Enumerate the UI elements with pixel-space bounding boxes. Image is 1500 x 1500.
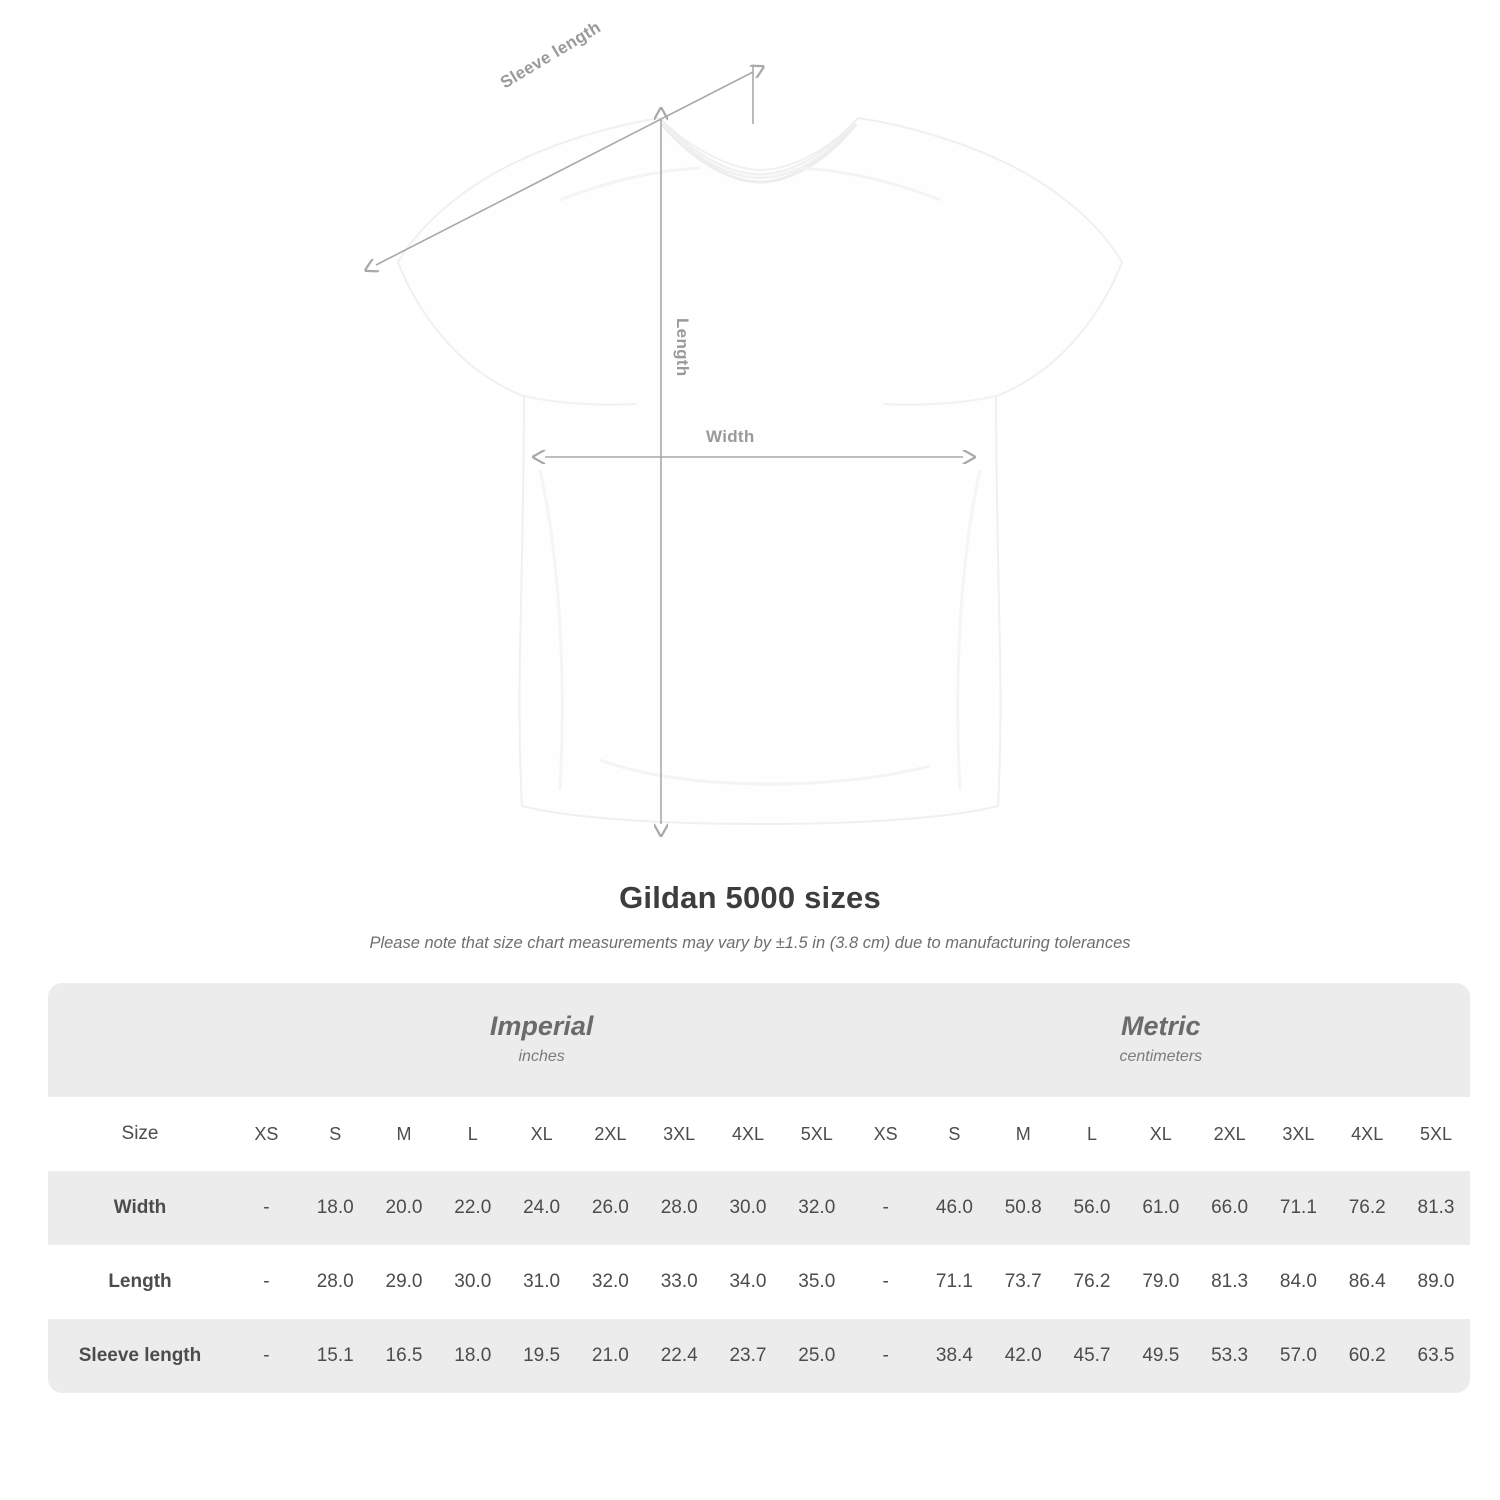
- sleeve-imperial-m: 16.5: [370, 1319, 439, 1393]
- sleeve-imperial-xl: 19.5: [507, 1319, 576, 1393]
- unit-header-metric: [851, 983, 1470, 1097]
- length-imperial-2xl: 32.0: [576, 1245, 645, 1319]
- table-row-sleeve-length: [48, 1319, 1470, 1393]
- length-imperial-m: 29.0: [370, 1245, 439, 1319]
- size-header-metric-3xl: 3XL: [1264, 1097, 1333, 1171]
- unit-header-imperial: [232, 983, 851, 1097]
- sleeve-imperial-5xl: 25.0: [782, 1319, 851, 1393]
- length-imperial-xl: 31.0: [507, 1245, 576, 1319]
- unit-imperial-name: Imperial: [489, 1011, 594, 1042]
- width-metric-3xl: 71.1: [1264, 1171, 1333, 1245]
- size-header-imperial-2xl: 2XL: [576, 1097, 645, 1171]
- size-chart-table: [48, 983, 1470, 1393]
- sleeve-metric-m: 42.0: [989, 1319, 1058, 1393]
- size-header-metric-xl: XL: [1126, 1097, 1195, 1171]
- width-metric-2xl: 66.0: [1195, 1171, 1264, 1245]
- width-metric-l: 56.0: [1058, 1171, 1127, 1245]
- width-imperial-m: 20.0: [370, 1171, 439, 1245]
- length-imperial-3xl: 33.0: [645, 1245, 714, 1319]
- sleeve-imperial-3xl: 22.4: [645, 1319, 714, 1393]
- sleeve-imperial-l: 18.0: [438, 1319, 507, 1393]
- size-header-metric-l: L: [1058, 1097, 1127, 1171]
- sleeve-metric-4xl: 60.2: [1333, 1319, 1402, 1393]
- sleeve-metric-xs: -: [851, 1319, 920, 1393]
- sleeve-metric-xl: 49.5: [1126, 1319, 1195, 1393]
- width-imperial-s: 18.0: [301, 1171, 370, 1245]
- sleeve-imperial-2xl: 21.0: [576, 1319, 645, 1393]
- length-metric-m: 73.7: [989, 1245, 1058, 1319]
- sleeve-metric-l: 45.7: [1058, 1319, 1127, 1393]
- size-column-label: Size: [48, 1097, 232, 1171]
- length-imperial-xs: -: [232, 1245, 301, 1319]
- unit-header-spacer: [48, 983, 232, 1097]
- width-label: Width: [706, 427, 755, 446]
- size-header-metric-5xl: 5XL: [1402, 1097, 1471, 1171]
- tshirt-shape: [398, 118, 1122, 824]
- width-metric-xl: 61.0: [1126, 1171, 1195, 1245]
- length-metric-xs: -: [851, 1245, 920, 1319]
- length-imperial-4xl: 34.0: [714, 1245, 783, 1319]
- sleeve-imperial-s: 15.1: [301, 1319, 370, 1393]
- width-imperial-3xl: 28.0: [645, 1171, 714, 1245]
- width-metric-5xl: 81.3: [1402, 1171, 1471, 1245]
- width-metric-xs: -: [851, 1171, 920, 1245]
- unit-metric-sub: centimeters: [1119, 1048, 1203, 1066]
- size-header-imperial-l: L: [438, 1097, 507, 1171]
- size-header-imperial-5xl: 5XL: [782, 1097, 851, 1171]
- length-metric-3xl: 84.0: [1264, 1245, 1333, 1319]
- width-imperial-xl: 24.0: [507, 1171, 576, 1245]
- table-row-length: [48, 1245, 1470, 1319]
- sleeve-imperial-xs: -: [232, 1319, 301, 1393]
- length-imperial-5xl: 35.0: [782, 1245, 851, 1319]
- width-metric-m: 50.8: [989, 1171, 1058, 1245]
- unit-header-row: [48, 983, 1470, 1097]
- length-metric-l: 76.2: [1058, 1245, 1127, 1319]
- sleeve-metric-3xl: 57.0: [1264, 1319, 1333, 1393]
- size-header-metric-m: M: [989, 1097, 1058, 1171]
- sleeve-length-label: Sleeve length: [497, 17, 605, 93]
- width-imperial-l: 22.0: [438, 1171, 507, 1245]
- width-imperial-5xl: 32.0: [782, 1171, 851, 1245]
- sleeve-metric-5xl: 63.5: [1402, 1319, 1471, 1393]
- size-header-metric-4xl: 4XL: [1333, 1097, 1402, 1171]
- size-header-imperial-4xl: 4XL: [714, 1097, 783, 1171]
- size-header-imperial-m: M: [370, 1097, 439, 1171]
- length-metric-2xl: 81.3: [1195, 1245, 1264, 1319]
- size-header-metric-2xl: 2XL: [1195, 1097, 1264, 1171]
- length-imperial-l: 30.0: [438, 1245, 507, 1319]
- size-header-metric-s: S: [920, 1097, 989, 1171]
- page-title: Gildan 5000 sizes: [619, 880, 881, 915]
- width-metric-4xl: 76.2: [1333, 1171, 1402, 1245]
- table-row-width: [48, 1171, 1470, 1245]
- sleeve-metric-2xl: 53.3: [1195, 1319, 1264, 1393]
- width-imperial-4xl: 30.0: [714, 1171, 783, 1245]
- row-label-sleeve-length: Sleeve length: [48, 1319, 232, 1393]
- unit-metric-name: Metric: [1121, 1011, 1201, 1042]
- tolerance-note: Please note that size chart measurements may vary by ±1.5 in (3.8 cm) due to manufacturing tolerances: [369, 934, 1131, 952]
- length-metric-s: 71.1: [920, 1245, 989, 1319]
- size-chart-heading: [0, 880, 1500, 953]
- length-label: Length: [673, 318, 692, 377]
- unit-imperial-sub: inches: [518, 1048, 565, 1066]
- length-metric-xl: 79.0: [1126, 1245, 1195, 1319]
- width-imperial-xs: -: [232, 1171, 301, 1245]
- row-label-length: Length: [48, 1245, 232, 1319]
- sleeve-metric-s: 38.4: [920, 1319, 989, 1393]
- length-metric-4xl: 86.4: [1333, 1245, 1402, 1319]
- length-imperial-s: 28.0: [301, 1245, 370, 1319]
- size-header-row: [48, 1097, 1470, 1171]
- row-label-width: Width: [48, 1171, 232, 1245]
- width-metric-s: 46.0: [920, 1171, 989, 1245]
- length-metric-5xl: 89.0: [1402, 1245, 1471, 1319]
- size-header-imperial-xs: XS: [232, 1097, 301, 1171]
- size-header-imperial-3xl: 3XL: [645, 1097, 714, 1171]
- size-table-container: [48, 983, 1455, 1393]
- width-imperial-2xl: 26.0: [576, 1171, 645, 1245]
- size-header-imperial-s: S: [301, 1097, 370, 1171]
- size-header-metric-xs: XS: [851, 1097, 920, 1171]
- size-header-imperial-xl: XL: [507, 1097, 576, 1171]
- sleeve-imperial-4xl: 23.7: [714, 1319, 783, 1393]
